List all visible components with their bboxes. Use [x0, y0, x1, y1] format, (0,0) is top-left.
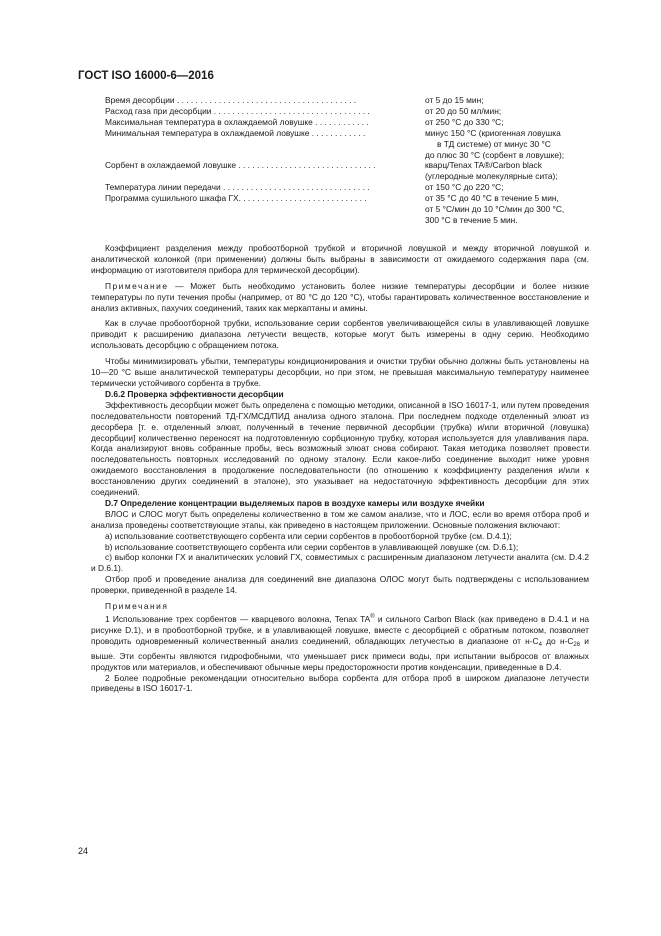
- subscript: 26: [573, 641, 581, 648]
- paragraph-sampling-range: Отбор проб и проведение анализа для соединений вне диапазона ОЛОС могут быть подтверждены с использованием проверки, приведенной в разделе 14.: [91, 574, 589, 596]
- param-value-continued: 300 °С в течение 5 мин.: [425, 214, 518, 225]
- note-text: и сильного Carbon Black (как приведено в D.4.1 и на рисунке D.1), и в пробоотборной трубке, и в улавливающей ловушке, вместе с десорбцией с обратным потоком, позволяет проводить одновременный количественный анализ соединений, обладающих летучестью в диапазоне от: [91, 614, 589, 646]
- note-text: 1 Использование трех сорбентов — кварцевого волокна, Tenax TA: [105, 614, 371, 624]
- compound-label: н-С: [559, 635, 574, 646]
- note-text: — Может быть необходимо установить более низкие температуры десорбции и более низкие температуры по пути течения пробы (например, от 80 °С до 120 °С), чтобы гарантировать количественное восстановление и анализ активных, пахучих соединений, таких как меркаптаны и амины.: [91, 280, 589, 313]
- param-row: [105, 128, 605, 139]
- note-label: Примечание: [105, 280, 169, 291]
- notes-label: Примечания: [105, 601, 169, 612]
- paragraph-vvoc-svoc: ВЛОС и СЛОС могут быть определены количественно в том же самом анализе, что и ЛОС, если во время отбора проб и анализа проведены соответствующие этапы, как приведено в настоящем приложении. Основные положения включают:: [91, 508, 589, 530]
- param-value-continued: в ТД системе) от минус 30 °С: [437, 138, 551, 149]
- note-item-2: 2 Более подробные рекомендации относительно выбора сорбента для отбора проб в широком диапазоне летучести приведены в ISO 16017-1.: [91, 672, 589, 694]
- section-heading-d7: D.7 Определение концентрации выделяемых паров в воздухе камеры или воздухе ячейки: [105, 497, 485, 508]
- compound-label: н-С: [525, 635, 539, 646]
- note-text: до: [541, 635, 560, 646]
- page-number: 24: [78, 846, 89, 856]
- param-row: [105, 117, 605, 128]
- param-label: Программа сушильного шкафа ГХ. . . . . . . . . . . . . . . . . . . . . . . . . . . .: [105, 193, 367, 204]
- paragraph-desorption-efficiency: Эффективность десорбции может быть определена с помощью методики, описанной в ISO 16017-1, или путем проведения последовательности повторений ТД-ГХ/МСД/ПИД анализа одного эталона. При последнем подходе отделенный элюат из десорбера [т. е. отделенный элюат, полученный в течение первичной десорбции (трубка) и/или вторичной (ловушка) десорбции] количественно переносят на подготовленную сорбционную трубку, которая используется для улавливания пара. Когда анализируют вновь собранные пробы, весь возможный элюат снова собирают. Такая методика позволяет провести последовательность повторных исследований по одному эталону. Если какое-либо соединение выходит ниже уровня ожидаемого восстановления в продолжение последовательности (по отношению к коэффициенту разделения и/или к восстановлению других соединений в эталоне), это указывает на недостаточную эффективность десорбции для этих соединений.: [91, 399, 589, 498]
- param-label: Температура линии передачи . . . . . . . . . . . . . . . . . . . . . . . . . . . . . . . .: [105, 182, 370, 193]
- document-header: ГОСТ ISO 16000-6—2016: [78, 70, 214, 82]
- param-value-continued: (углеродные молекулярные сита);: [425, 171, 558, 182]
- subscript: 4: [538, 641, 542, 648]
- param-row: [105, 160, 605, 171]
- paragraph-conditioning: Чтобы минимизировать убытки, температуры кондиционирования и очистки трубки обычно должны быть установлены на 10—20 °С выше аналитической температуры десорбции, но при этом, не превышая максимальную температуру наименее термически устойчивого сорбента в трубке.: [91, 356, 589, 388]
- param-label: Время десорбции . . . . . . . . . . . . . . . . . . . . . . . . . . . . . . . . . . . . . . .: [105, 95, 357, 105]
- param-value: минус 150 °С (криогенная ловушка: [425, 127, 561, 138]
- list-item: a) использование соответствующего сорбента или серии сорбентов в пробоотборной трубке (см. D.4.1);: [105, 530, 512, 541]
- param-value: от 250 °С до 330 °С;: [425, 116, 504, 127]
- param-value: кварц/Tenax TA®/Carbon black: [425, 160, 542, 171]
- param-label: Расход газа при десорбции . . . . . . . . . . . . . . . . . . . . . . . . . . . . . . . . . .: [105, 105, 370, 116]
- param-row: [105, 95, 605, 106]
- param-row: [105, 193, 605, 204]
- param-value: от 150 °С до 220 °С;: [425, 182, 504, 193]
- param-row: [105, 106, 605, 117]
- param-row: [105, 182, 605, 193]
- note-item-1: [91, 612, 589, 673]
- section-heading-d62: D.6.2 Проверка эффективности десорбции: [105, 388, 284, 399]
- desorption-parameters: [105, 95, 605, 226]
- note-text: и выше. Эти сорбенты являются гидрофобными, что уменьшает риск примеси воды, при испытании выбросов от влажных продуктов или материалов, и обеспечивают обычные меры предосторожности против конденсации, приведенные в D.4.: [91, 635, 589, 672]
- param-label: Максимальная температура в охлаждаемой ловушке . . . . . . . . . . . .: [105, 116, 369, 127]
- paragraph-split-ratio: Коэффициент разделения между пробоотборной трубкой и вторичной ловушкой и между вторичной ловушкой и аналитической колонкой (при применении) должны быть выбраны в зависимости от ожидаемого содержания пара (см. информацию от изготовителя прибора для термической десорбции).: [91, 243, 589, 275]
- paragraph-sorbent-series: Как в случае пробоотборной трубки, использование серии сорбентов увеличивающейся силы в улавливающей ловушке приводит к расширению диапазона летучести веществ, которые могут быть измерены в одну серию. Необходимо использовать десорбцию с обращением потока.: [91, 318, 589, 351]
- param-value-continued: от 5 °С/мин до 10 °С/мин до 300 °С,: [425, 204, 565, 215]
- registered-mark: ®: [370, 614, 375, 620]
- param-value: от 5 до 15 мин;: [425, 95, 484, 105]
- param-value: от 35 °С до 40 °С в течение 5 мин,: [425, 193, 559, 204]
- param-value-continued: до плюс 30 °С (сорбент в ловушке);: [425, 149, 565, 160]
- body-text: [91, 243, 589, 694]
- param-label: Сорбент в охлаждаемой ловушке . . . . . . . . . . . . . . . . . . . . . . . . . . . . . .: [105, 160, 376, 171]
- list-item: c) выбор колонки ГХ и аналитических условий ГХ, совместимых с расширенным диапазоном летучести аналита (см. D.4.2 и D.6.1).: [91, 552, 589, 574]
- note-low-temperature: [91, 281, 589, 314]
- list-item: b) использование соответствующего сорбента или серии сорбентов в улавливающей ловушке (см. D.6.1);: [105, 541, 519, 552]
- param-label: Минимальная температура в охлаждаемой ловушке . . . . . . . . . . . .: [105, 127, 366, 138]
- param-value: от 20 до 50 мл/мин;: [425, 105, 502, 116]
